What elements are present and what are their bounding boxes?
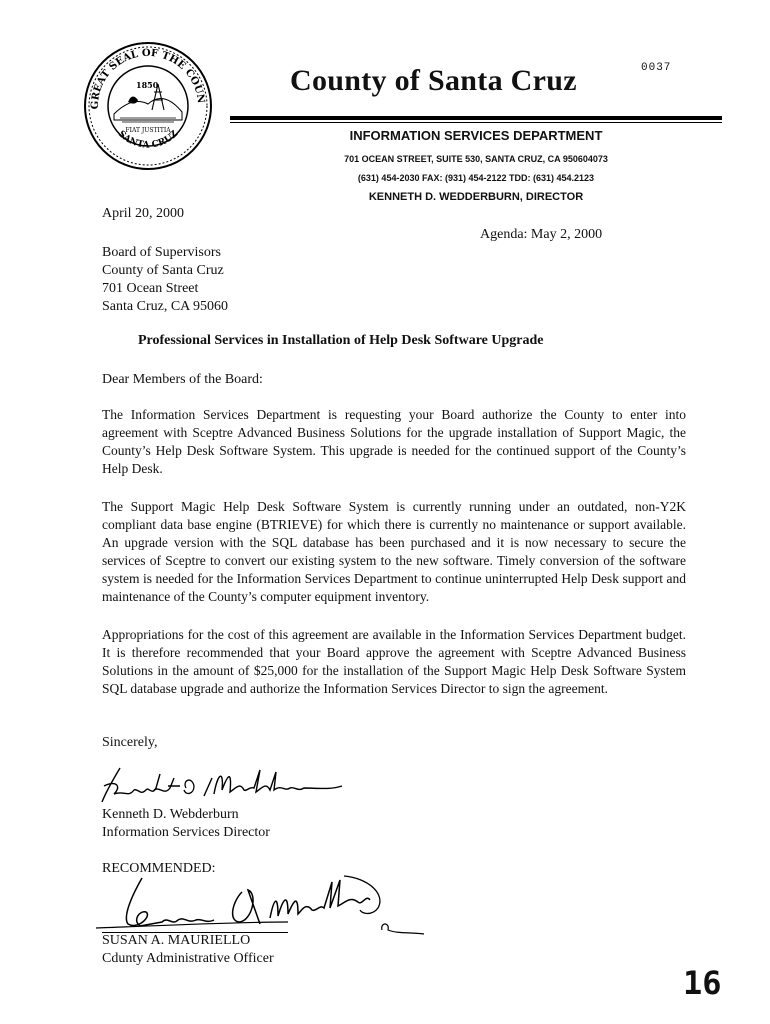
letterhead-rule-thin: [230, 122, 722, 123]
seal-text-top: GREAT SEAL OF THE COUN: [89, 47, 207, 110]
department-name: INFORMATION SERVICES DEPARTMENT: [349, 128, 603, 143]
document-number: 0037: [641, 62, 672, 74]
letter-date: April 20, 2000: [102, 206, 185, 221]
recipient-line: County of Santa Cruz: [102, 263, 224, 278]
seal-banner: FIAT JUSTITIA: [125, 127, 171, 134]
department-director: KENNETH D. WEDDERBURN, DIRECTOR: [368, 191, 584, 203]
body-paragraph: Appropriations for the cost of this agreement are available in the Information Services Department budget. It is therefore recommended that your Board approve the agreement with Sceptre Advanced Business Solutions in the amount of $25,000 for the installation of the Support Magic Help Desk Software System SQL database upgrade and authorize the Information Services Director to sign the agreement.: [102, 627, 686, 696]
seal-year: 1850: [136, 80, 159, 90]
signer-title: Information Services Director: [102, 825, 270, 840]
department-address: 701 OCEAN STREET, SUITE 530, SANTA CRUZ, CA 950604073: [344, 154, 608, 164]
officer-block: [102, 932, 274, 968]
officer-title: Cdunty Administrative Officer: [102, 951, 274, 966]
recipient-address: [102, 244, 228, 316]
county-seal: [82, 40, 214, 172]
letter-subject: Professional Services in Installation of Help Desk Software Upgrade: [138, 333, 544, 348]
recipient-line: 701 Ocean Street: [102, 281, 199, 296]
signer-name: Kenneth D. Webderburn: [102, 807, 239, 822]
officer-name: SUSAN A. MAURIELLO: [102, 933, 251, 948]
recommended-label: RECOMMENDED:: [102, 861, 216, 876]
letterhead-rule-thick: [230, 116, 722, 120]
signer-block: [102, 806, 270, 842]
body-paragraph: The Support Magic Help Desk Software System is currently running under an outdated, non-Y2K compliant data base engine (BTRIEVE) for which there is currently no maintenance or support available. An upgrade version with the SQL database has been purchased and it is now necessary to secure the services of Sceptre to convert our existing system to the new software. Timely conversion of the software system is needed for the Information Services Department to continue uninterrupted Help Desk support and maintenance of the County’s computer equipment inventory.: [102, 499, 686, 604]
recipient-line: Santa Cruz, CA 95060: [102, 299, 228, 314]
agenda-date: Agenda: May 2, 2000: [480, 227, 603, 242]
county-title: County of Santa Cruz: [290, 64, 577, 97]
salutation: Dear Members of the Board:: [102, 372, 263, 387]
department-phones: (631) 454-2030 FAX: (931) 454-2122 TDD: (631) 454.2123: [357, 173, 595, 183]
recipient-line: Board of Supervisors: [102, 245, 221, 260]
page-number: 16: [683, 964, 722, 1002]
seal-text-bottom: SANTA CRUZ: [115, 129, 181, 151]
body-paragraph: The Information Services Department is requesting your Board authorize the County to enter into agreement with Sceptre Advanced Business Solutions for the upgrade installation of Support Magic, the County’s Help Desk Software System. This upgrade is needed for the continued support of the County’s Help Desk.: [102, 407, 686, 476]
closing: Sincerely,: [102, 735, 158, 750]
